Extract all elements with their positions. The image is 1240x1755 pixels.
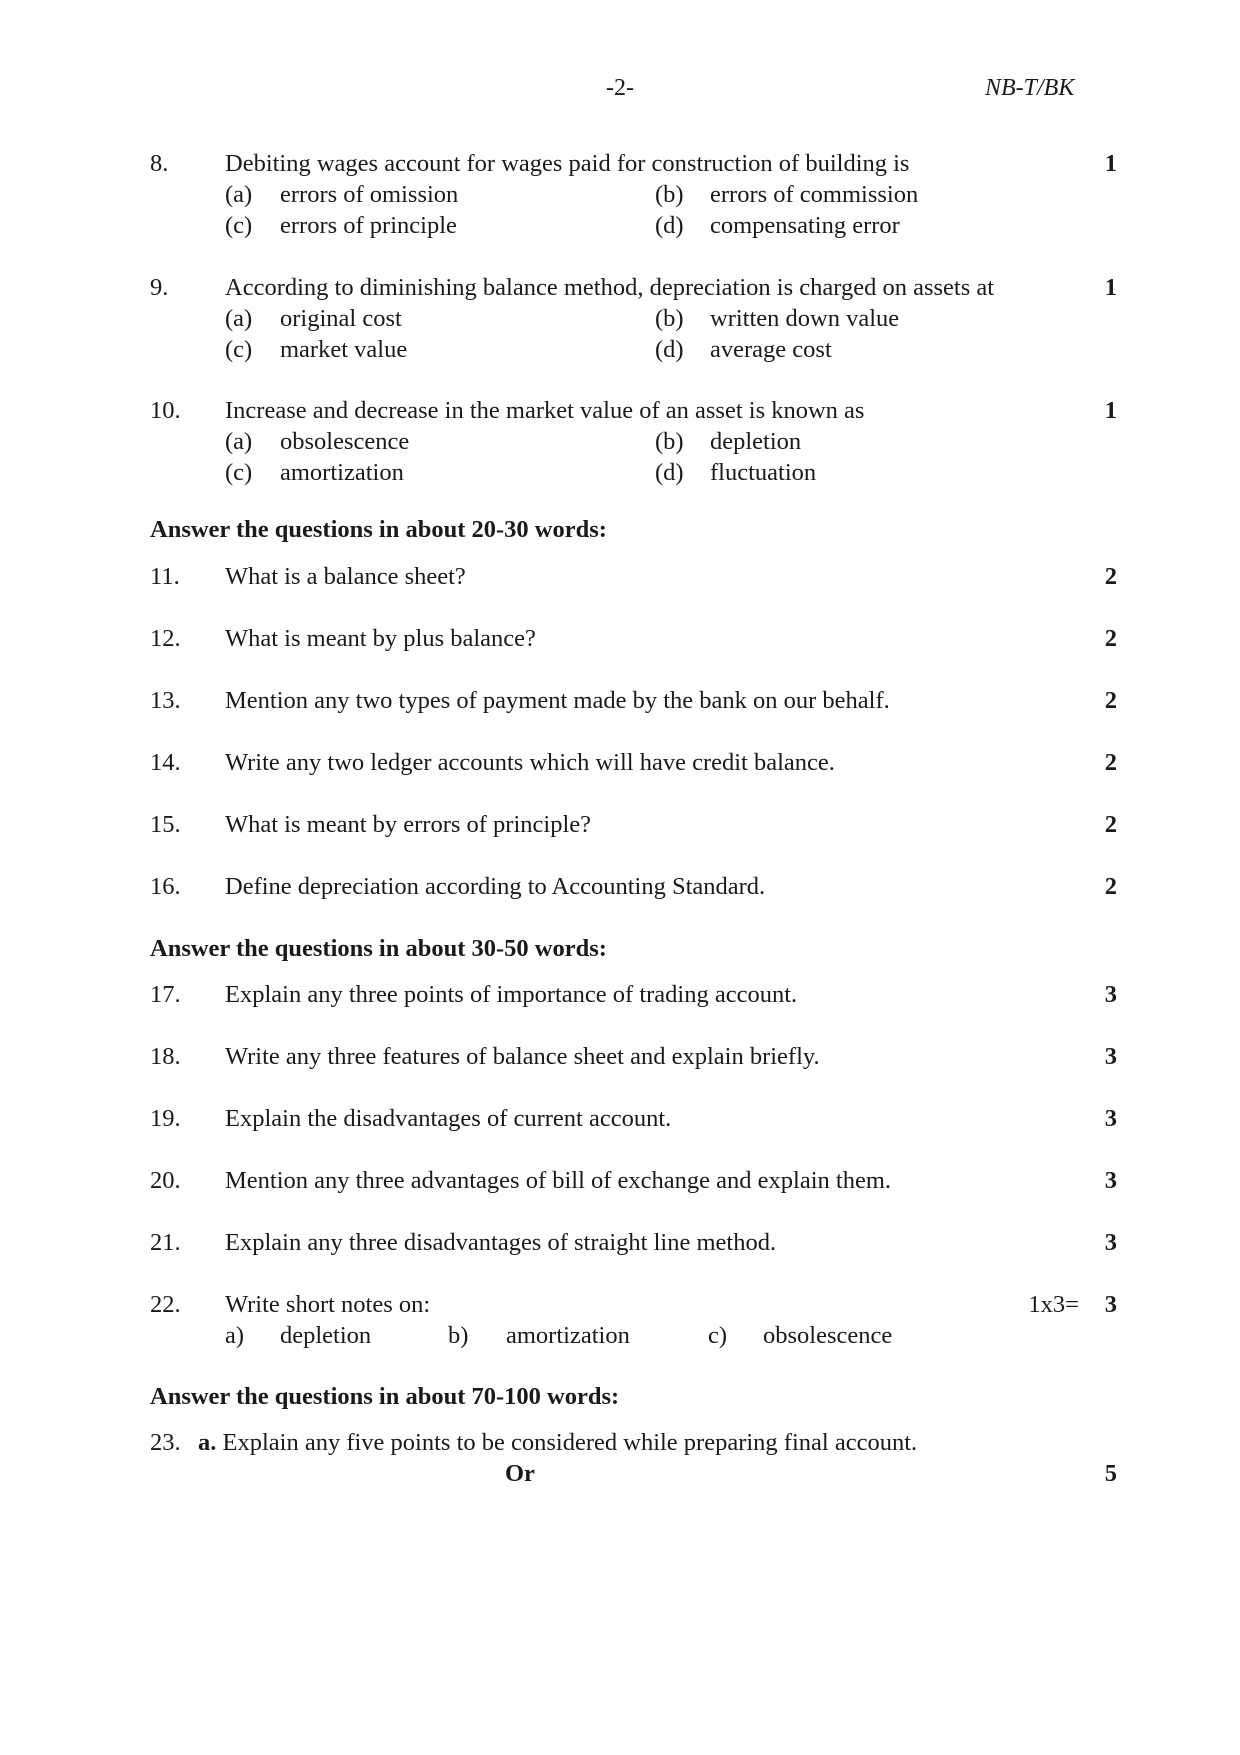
question-number: 16.	[150, 873, 181, 900]
question-marks: 5	[1104, 1460, 1117, 1487]
question-number: 11.	[150, 563, 180, 590]
part-label: a)	[225, 1322, 245, 1349]
question-text: Increase and decrease in the market value of an asset is known as	[225, 397, 865, 424]
option-text: errors of principle	[280, 212, 457, 239]
question-text: What is a balance sheet?	[225, 563, 466, 590]
section-heading: Answer the questions in about 70-100 words:	[150, 1383, 620, 1410]
question-text: Explain the disadvantages of current account.	[225, 1105, 672, 1132]
question-marks: 3	[1104, 1043, 1117, 1070]
section-heading: Answer the questions in about 20-30 words:	[150, 516, 607, 543]
paper-code: NB-T/BK	[985, 75, 1075, 101]
or-separator: Or	[505, 1460, 535, 1487]
question-marks: 3	[1104, 1167, 1117, 1194]
question-marks: 3	[1104, 981, 1117, 1008]
question-marks: 2	[1104, 625, 1117, 652]
question-number: 23.	[150, 1429, 181, 1456]
option-text: compensating error	[710, 212, 900, 239]
part-label: b)	[448, 1322, 469, 1349]
question-number: 10.	[150, 397, 181, 424]
option-text: errors of commission	[710, 181, 919, 208]
option-label: (a)	[225, 305, 253, 332]
question-text-line	[198, 1427, 917, 1458]
question-text: What is meant by plus balance?	[225, 625, 536, 652]
question-marks: 1	[1104, 397, 1117, 424]
option-label: (b)	[655, 181, 684, 208]
part-text: amortization	[506, 1322, 630, 1349]
question-number: 22.	[150, 1291, 181, 1318]
question-text: What is meant by errors of principle?	[225, 811, 592, 838]
question-number: 21.	[150, 1229, 181, 1256]
question-text: Explain any three points of importance of trading account.	[225, 981, 798, 1008]
question-number: 13.	[150, 687, 181, 714]
option-label: (a)	[225, 181, 253, 208]
question-number: 17.	[150, 981, 181, 1008]
page-number: -2-	[606, 75, 634, 101]
question-marks: 1	[1104, 150, 1117, 177]
part-label: c)	[708, 1322, 728, 1349]
option-text: original cost	[280, 305, 402, 332]
option-label: (a)	[225, 428, 253, 455]
question-text: Mention any two types of payment made by the bank on our behalf.	[225, 687, 890, 714]
option-text: errors of omission	[280, 181, 459, 208]
question-marks: 3	[1104, 1105, 1117, 1132]
question-marks: 3	[1104, 1229, 1117, 1256]
question-text: According to diminishing balance method, depreciation is charged on assets at	[225, 274, 995, 301]
question-text: Define depreciation according to Accounting Standard.	[225, 873, 766, 900]
question-marks: 2	[1104, 749, 1117, 776]
question-marks: 2	[1104, 563, 1117, 590]
option-text: average cost	[710, 336, 832, 363]
question-number: 20.	[150, 1167, 181, 1194]
option-text: depletion	[710, 428, 802, 455]
option-label: (d)	[655, 336, 684, 363]
part-text: depletion	[280, 1322, 372, 1349]
question-text: Write any three features of balance sheet and explain briefly.	[225, 1043, 820, 1070]
question-number: 9.	[150, 274, 169, 301]
question-number: 18.	[150, 1043, 181, 1070]
option-text: fluctuation	[710, 459, 817, 486]
question-text: Write short notes on:	[225, 1291, 431, 1318]
question-number: 12.	[150, 625, 181, 652]
option-text: obsolescence	[280, 428, 410, 455]
question-marks: 1	[1104, 274, 1117, 301]
question-marks: 2	[1104, 873, 1117, 900]
option-label: (c)	[225, 212, 253, 239]
question-number: 15.	[150, 811, 181, 838]
question-number: 14.	[150, 749, 181, 776]
question-text: Explain any three disadvantages of straight line method.	[225, 1229, 777, 1256]
question-text: Explain any five points to be considered while preparing final account.	[222, 1429, 918, 1456]
option-label: (c)	[225, 336, 253, 363]
question-text: Debiting wages account for wages paid for construction of building is	[225, 150, 910, 177]
option-label: (d)	[655, 212, 684, 239]
question-marks: 2	[1104, 811, 1117, 838]
option-label: (b)	[655, 305, 684, 332]
part-text: obsolescence	[763, 1322, 893, 1349]
question-number: 19.	[150, 1105, 181, 1132]
option-text: written down value	[710, 305, 900, 332]
question-text: Mention any three advantages of bill of exchange and explain them.	[225, 1167, 892, 1194]
option-label: (d)	[655, 459, 684, 486]
section-heading: Answer the questions in about 30-50 words:	[150, 935, 607, 962]
option-label: (c)	[225, 459, 253, 486]
marks-formula: 1x3=	[1028, 1291, 1079, 1318]
question-number: 8.	[150, 150, 169, 177]
option-label: (b)	[655, 428, 684, 455]
question-marks: 3	[1104, 1291, 1117, 1318]
question-marks: 2	[1104, 687, 1117, 714]
option-text: market value	[280, 336, 408, 363]
question-text: Write any two ledger accounts which will have credit balance.	[225, 749, 835, 776]
option-text: amortization	[280, 459, 404, 486]
sub-question-label: a.	[198, 1429, 217, 1456]
